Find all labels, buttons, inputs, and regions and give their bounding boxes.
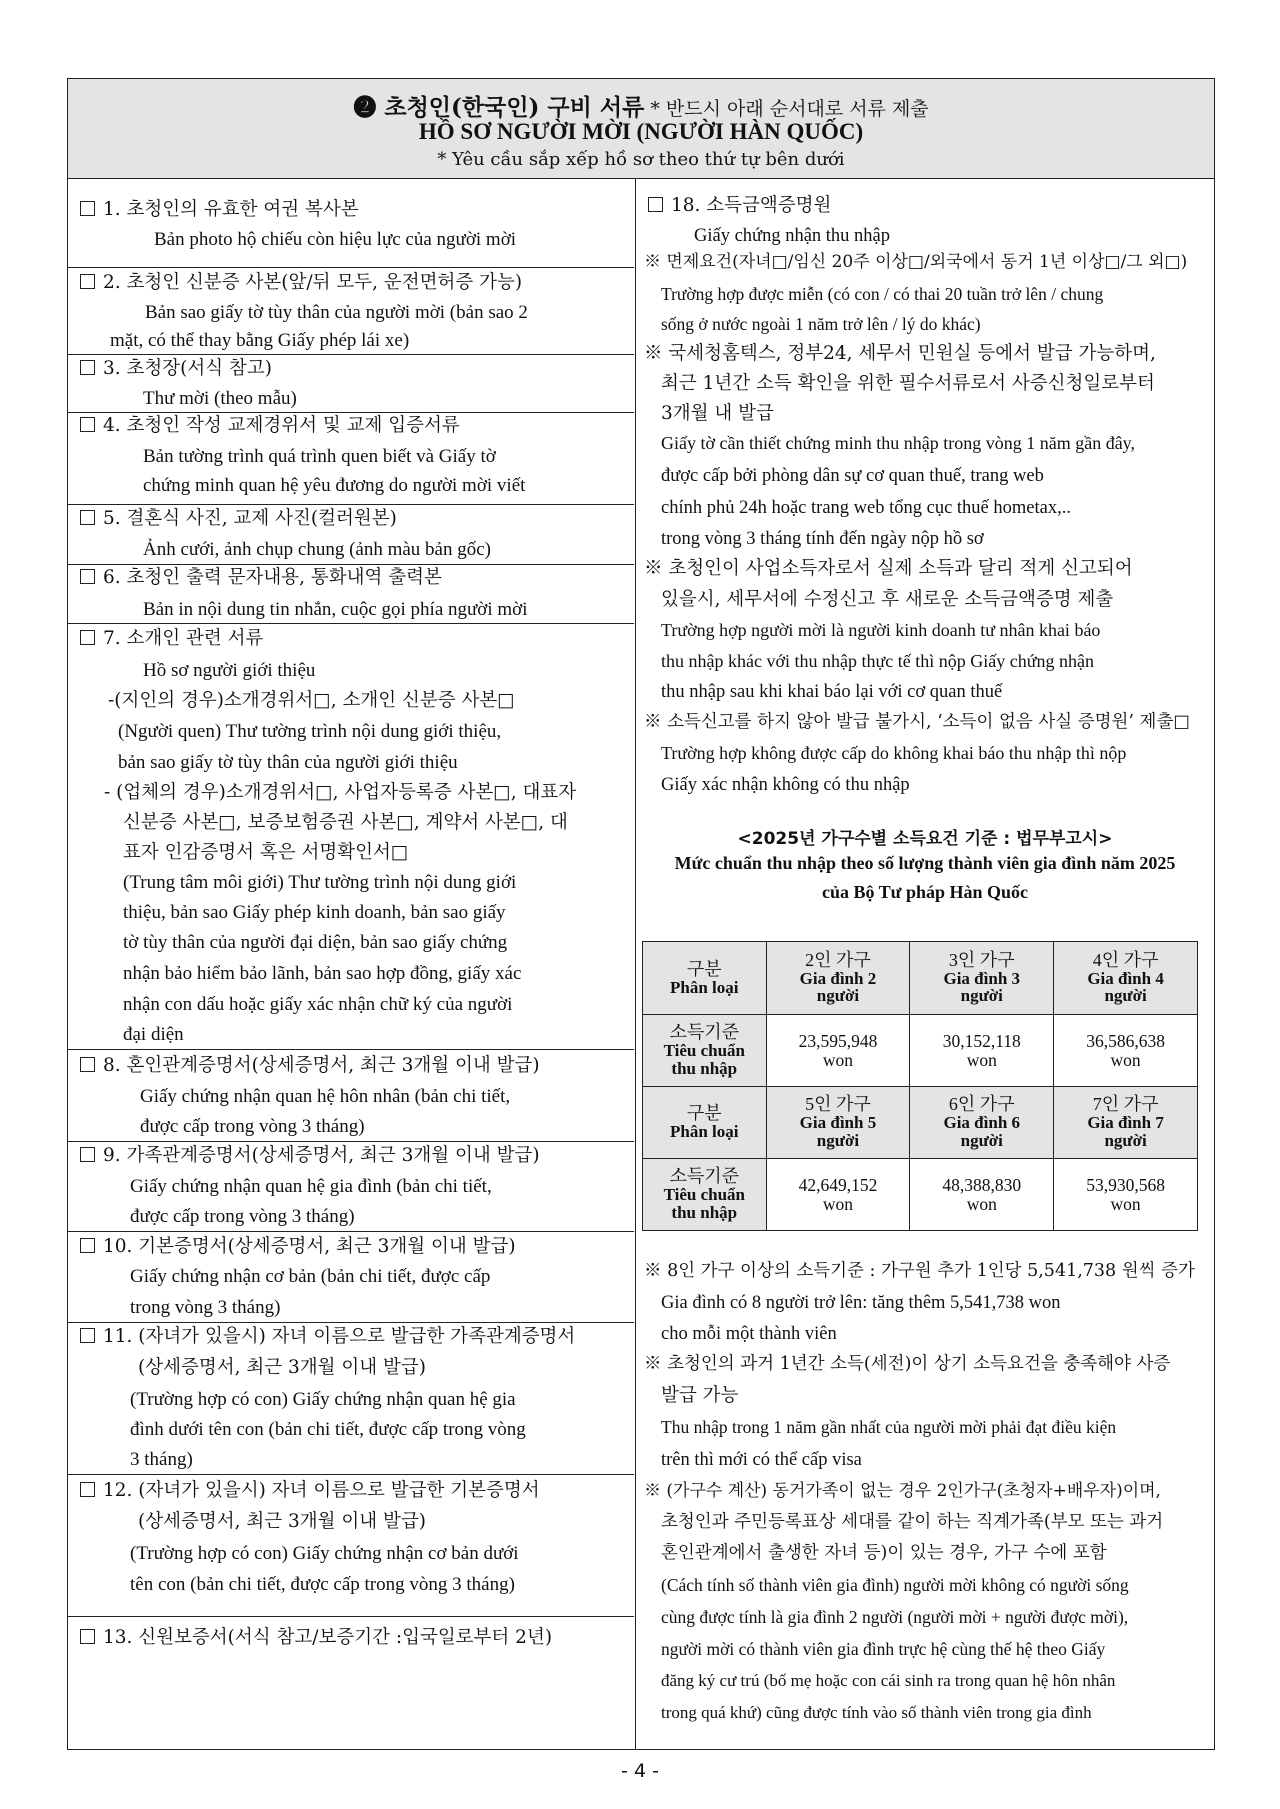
note-exemption-vi-2: sống ở nước ngoài 1 năm trở lên / lý do khác): [661, 314, 981, 334]
table-row: [643, 1159, 1198, 1231]
note-issuance-ko-2: 최근 1년간 소득 확인을 위한 필수서류로서 사증신청일로부터: [661, 373, 1155, 394]
item-11-vi-2: đình dưới tên con (bản chi tiết, được cấp trong vòng: [130, 1419, 526, 1440]
divider: [68, 1049, 634, 1050]
table-title-vi-1: Mức chuẩn thu nhập theo số lượng thành viên gia đình năm 2025: [674, 853, 1176, 873]
item-1-ko: 1. 초청인의 유효한 여권 복사본: [80, 199, 359, 221]
page-number: - 4 -: [621, 1760, 659, 1782]
right-column: [636, 179, 1214, 1749]
head-7: 7인 가구 Gia đình 7 người: [1054, 1087, 1198, 1159]
note-household-ko-2: 초청인과 주민등록표상 세대를 같이 하는 직계가족(부모 또는 과거: [661, 1512, 1164, 1532]
note-8plus-ko: ※ 8인 가구 이상의 소득기준 : 가구원 추가 1인당 5,541,738 원씩 증가: [644, 1261, 1195, 1281]
item-7-agency-ko-3: 표자 인감증명서 혹은 서명확인서□: [123, 842, 409, 863]
divider: [68, 267, 634, 268]
divider: [68, 354, 634, 355]
item-7-agency-vi-1: (Trung tâm môi giới) Thư tường trình nội dung giới: [123, 872, 517, 893]
item-7-acq-ko: -(지인의 경우)소개경위서□, 소개인 신분증 사본□: [108, 690, 515, 711]
head-5: 5인 가구 Gia đình 5 người: [766, 1087, 910, 1159]
checkbox-icon: [80, 360, 95, 375]
item-13-ko: 13. 신원보증서(서식 참고/보증기간 :입국일로부터 2년): [80, 1627, 552, 1649]
head-6: 6인 가구 Gia đình 6 người: [910, 1087, 1054, 1159]
note-household-vi-3: người mời có thành viên gia đình trực hệ cùng thế hệ theo Giấy: [661, 1639, 1106, 1659]
checkbox-icon: [80, 510, 95, 525]
item-6-vi: Bản in nội dung tin nhắn, cuộc gọi phía người mời: [143, 599, 528, 620]
divider: [68, 1141, 634, 1142]
item-3-vi: Thư mời (theo mẫu): [143, 388, 297, 409]
note-vietnamese: * Yêu cầu sắp xếp hồ sơ theo thứ tự bên dưới: [437, 149, 845, 170]
checkbox-icon: [80, 630, 95, 645]
value-5: 42,649,152 won: [766, 1159, 910, 1231]
divider: [68, 1474, 634, 1475]
note-business-vi-3: thu nhập sau khi khai báo lại với cơ quan thuế: [661, 682, 1003, 702]
item-12-vi-1: (Trường hợp có con) Giấy chứng nhận cơ bản dưới: [130, 1543, 519, 1564]
item-11-ko-1: 11. (자녀가 있을시) 자녀 이름으로 발급한 가족관계증명서: [80, 1326, 575, 1348]
checkbox-icon: [80, 1238, 95, 1253]
checkbox-icon: [80, 569, 95, 584]
item-5-ko: 5. 결혼식 사진, 교제 사진(컬러원본): [80, 508, 397, 530]
note-household-vi-2: cùng được tính là gia đình 2 người (người mời + người được mời),: [661, 1607, 1129, 1627]
item-18-ko: 18. 소득금액증명원: [648, 195, 831, 217]
note-8plus-vi-1: Gia đình có 8 người trở lên: tăng thêm 5,541,738 won: [661, 1293, 1061, 1313]
head-3: 3인 가구 Gia đình 3 người: [910, 942, 1054, 1015]
head-2: 2인 가구 Gia đình 2 người: [766, 942, 910, 1015]
item-7-agency-vi-5: nhận con dấu hoặc giấy xác nhận chữ ký của người: [123, 994, 513, 1015]
gubun-cell: 구분 Phân loại: [643, 942, 767, 1015]
std-cell-2: 소득기준 Tiêu chuẩn thu nhập: [643, 1159, 767, 1231]
item-4-vi-2: chứng minh quan hệ yêu đương do người mời viết: [143, 475, 526, 496]
item-12-vi-2: tên con (bản chi tiết, được cấp trong vòng 3 tháng): [130, 1574, 515, 1595]
item-7-agency-vi-4: nhận bảo hiểm bảo lãnh, bản sao hợp đồng, giấy xác: [123, 963, 522, 984]
note-household-vi-5: trong quá khứ) cũng được tính vào số thành viên trong gia đình: [661, 1703, 1092, 1722]
item-2-vi-1: Bản sao giấy tờ tùy thân của người mời (bản sao 2: [145, 302, 528, 323]
divider: [68, 1322, 634, 1323]
head-4: 4인 가구 Gia đình 4 người: [1054, 942, 1198, 1015]
value-6: 48,388,830 won: [910, 1159, 1054, 1231]
divider: [68, 564, 634, 565]
item-9-vi-1: Giấy chứng nhận quan hệ gia đình (bản chi tiết,: [130, 1176, 492, 1197]
note-household-ko-1: ※ (가구수 계산) 동거가족이 없는 경우 2인가구(초청자+배우자)이며,: [644, 1481, 1161, 1501]
item-9-ko: 9. 가족관계증명서(상세증명서, 최근 3개월 이내 발급): [80, 1145, 540, 1167]
left-column: [68, 179, 636, 1749]
income-table: [642, 941, 1198, 1231]
item-18-vi: Giấy chứng nhận thu nhập: [694, 226, 891, 246]
note-pastyear-ko-1: ※ 초청인의 과거 1년간 소득(세전)이 상기 소득요건을 충족해야 사증: [644, 1354, 1171, 1374]
title-korean: ❷ 초청인(한국인) 구비 서류: [353, 94, 645, 121]
divider: [68, 1616, 634, 1617]
note-household-ko-3: 혼인관계에서 출생한 자녀 등)이 있는 경우, 가구 수에 포함: [661, 1543, 1107, 1563]
checkbox-icon: [648, 197, 663, 212]
checkbox-icon: [80, 201, 95, 216]
note-noincome-vi-1: Trường hợp không được cấp do không khai báo thu nhập thì nộp: [661, 743, 1127, 763]
item-8-vi-2: được cấp trong vòng 3 tháng): [140, 1116, 365, 1137]
item-4-vi-1: Bản tường trình quá trình quen biết và Giấy tờ: [143, 446, 496, 467]
note-exemption-vi-1: Trường hợp được miễn (có con / có thai 20 tuần trở lên / chung: [661, 284, 1104, 304]
document-frame: [67, 78, 1215, 1750]
item-4-ko: 4. 초청인 작성 교제경위서 및 교제 입증서류: [80, 415, 460, 437]
note-business-vi-2: thu nhập khác với thu nhập thực tế thì nộp Giấy chứng nhận: [661, 651, 1094, 671]
item-10-ko: 10. 기본증명서(상세증명서, 최근 3개월 이내 발급): [80, 1236, 516, 1258]
checkbox-icon: [80, 1057, 95, 1072]
section-header: [68, 79, 1214, 179]
table-title-ko: <2025년 가구수별 소득요건 기준 : 법무부고시>: [737, 829, 1113, 849]
checkbox-icon: [80, 274, 95, 289]
item-7-agency-vi-6: đại diện: [123, 1024, 184, 1045]
table-title-vi-2: của Bộ Tư pháp Hàn Quốc: [821, 882, 1029, 902]
note-pastyear-ko-2: 발급 가능: [661, 1385, 739, 1406]
item-8-ko: 8. 혼인관계증명서(상세증명서, 최근 3개월 이내 발급): [80, 1055, 540, 1077]
gubun-cell-2: 구분 Phân loại: [643, 1087, 767, 1159]
value-7: 53,930,568 won: [1054, 1159, 1198, 1231]
item-5-vi: Ảnh cưới, ảnh chụp chung (ảnh màu bản gốc): [143, 539, 491, 560]
checkbox-icon: [80, 1147, 95, 1162]
note-pastyear-vi-2: trên thì mới có thể cấp visa: [661, 1450, 862, 1470]
item-7-agency-ko-2: 신분증 사본□, 보증보험증권 사본□, 계약서 사본□, 대: [123, 812, 568, 833]
note-issuance-vi-3: chính phủ 24h hoặc trang web tổng cục thuế hometax,..: [661, 498, 1071, 518]
note-noincome-vi-2: Giấy xác nhận không có thu nhập: [661, 775, 910, 795]
divider: [68, 623, 634, 624]
note-issuance-ko-1: ※ 국세청홈텍스, 정부24, 세무서 민원실 등에서 발급 가능하며,: [644, 343, 1156, 364]
item-10-vi-1: Giấy chứng nhận cơ bản (bản chi tiết, được cấp: [130, 1266, 491, 1287]
checkbox-icon: [80, 1328, 95, 1343]
value-3: 30,152,118 won: [910, 1015, 1054, 1087]
note-exemption-ko: ※ 면제요건(자녀□/임신 20주 이상□/외국에서 동거 1년 이상□/그 외□): [644, 252, 1188, 272]
item-9-vi-2: được cấp trong vòng 3 tháng): [130, 1206, 355, 1227]
item-1-vi: Bản photo hộ chiếu còn hiệu lực của người mời: [154, 229, 517, 250]
item-2-vi-2: mặt, có thể thay bằng Giấy phép lái xe): [110, 330, 410, 351]
title-vietnamese: HỒ SƠ NGƯỜI MỜI (NGƯỜI HÀN QUỐC): [418, 119, 864, 144]
item-8-vi-1: Giấy chứng nhận quan hệ hôn nhân (bản chi tiết,: [140, 1086, 511, 1107]
item-7-agency-vi-3: tờ tùy thân của người đại diện, bản sao giấy chứng: [123, 932, 508, 953]
note-business-ko-1: ※ 초청인이 사업소득자로서 실제 소득과 달리 적게 신고되어: [644, 558, 1133, 579]
note-issuance-ko-3: 3개월 내 발급: [661, 403, 774, 424]
item-7-acq-vi-2: bản sao giấy tờ tùy thân của người giới thiệu: [118, 752, 458, 773]
note-8plus-vi-2: cho mỗi một thành viên: [661, 1324, 837, 1344]
item-7-acq-vi-1: (Người quen) Thư tường trình nội dung giới thiệu,: [118, 721, 502, 742]
note-issuance-vi-2: được cấp bởi phòng dân sự cơ quan thuế, trang web: [661, 466, 1044, 486]
item-7-agency-vi-2: thiệu, bản sao Giấy phép kinh doanh, bản sao giấy: [123, 902, 506, 923]
note-issuance-vi-4: trong vòng 3 tháng tính đến ngày nộp hồ sơ: [661, 529, 984, 549]
item-7-agency-ko-1: - (업체의 경우)소개경위서□, 사업자등록증 사본□, 대표자: [104, 782, 577, 803]
note-issuance-vi-1: Giấy tờ cần thiết chứng minh thu nhập trong vòng 1 năm gần đây,: [661, 433, 1136, 453]
std-cell: 소득기준 Tiêu chuẩn thu nhập: [643, 1015, 767, 1087]
item-6-ko: 6. 초청인 출력 문자내용, 통화내역 출력본: [80, 567, 442, 589]
item-3-ko: 3. 초청장(서식 참고): [80, 358, 272, 380]
checkbox-icon: [80, 1482, 95, 1497]
item-10-vi-2: trong vòng 3 tháng): [130, 1297, 281, 1318]
note-business-ko-2: 있을시, 세무서에 수정신고 후 새로운 소득금액증명 제출: [661, 589, 1114, 610]
checkbox-icon: [80, 1629, 95, 1644]
item-7-ko: 7. 소개인 관련 서류: [80, 628, 263, 650]
note-business-vi-1: Trường hợp người mời là người kinh doanh tư nhân khai báo: [661, 620, 1101, 640]
item-11-ko-2: (상세증명서, 최근 3개월 이내 발급): [138, 1357, 426, 1378]
item-12-ko-1: 12. (자녀가 있을시) 자녀 이름으로 발급한 기본증명서: [80, 1480, 540, 1502]
checkbox-icon: [80, 417, 95, 432]
item-11-vi-1: (Trường hợp có con) Giấy chứng nhận quan hệ gia: [130, 1389, 516, 1410]
table-row: [643, 1015, 1198, 1087]
title-korean-note: * 반드시 아래 순서대로 서류 제출: [644, 98, 929, 120]
note-household-vi-4: đăng ký cư trú (bố mẹ hoặc con cái sinh ra trong quan hệ hôn nhân: [661, 1671, 1116, 1690]
note-household-vi-1: (Cách tính số thành viên gia đình) người mời không có người sống: [661, 1575, 1129, 1595]
item-7-vi: Hồ sơ người giới thiệu: [143, 660, 316, 681]
item-11-vi-3: 3 tháng): [130, 1449, 193, 1470]
value-4: 36,586,638 won: [1054, 1015, 1198, 1087]
divider: [68, 1231, 634, 1232]
note-pastyear-vi-1: Thu nhập trong 1 năm gần nhất của người mời phải đạt điều kiện: [661, 1417, 1117, 1437]
value-2: 23,595,948 won: [766, 1015, 910, 1087]
note-noincome-ko: ※ 소득신고를 하지 않아 발급 불가시, ‘소득이 없음 사실 증명원’ 제출□: [644, 712, 1190, 732]
table-row: [643, 1087, 1198, 1159]
item-12-ko-2: (상세증명서, 최근 3개월 이내 발급): [138, 1511, 426, 1532]
divider: [68, 412, 634, 413]
item-2-ko: 2. 초청인 신분증 사본(앞/뒤 모두, 운전면허증 가능): [80, 272, 522, 294]
divider: [68, 504, 634, 505]
table-row: [643, 942, 1198, 1015]
